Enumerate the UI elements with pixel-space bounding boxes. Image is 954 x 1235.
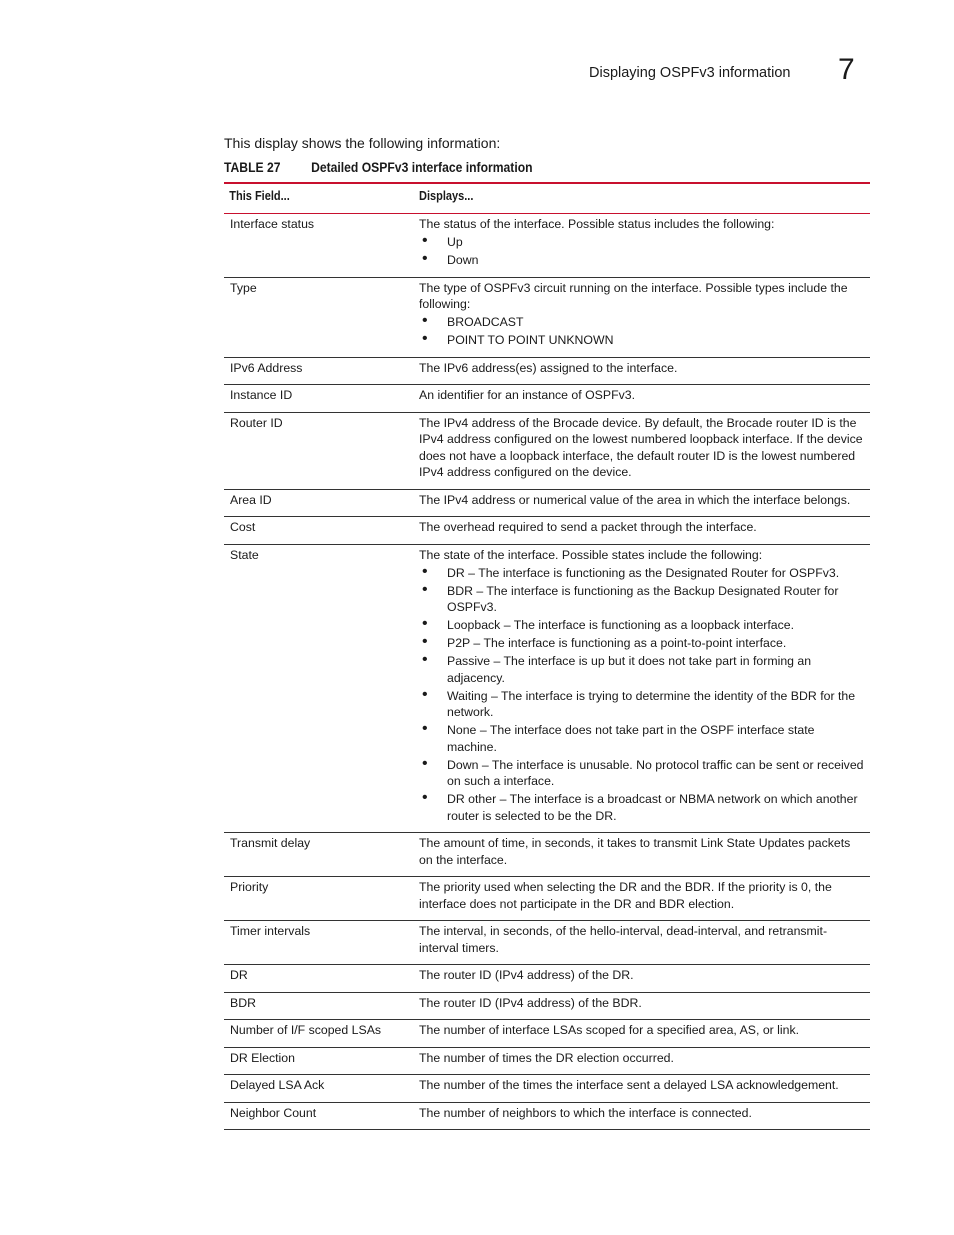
description-text: The number of the times the interface sent a delayed LSA acknowledgement. <box>419 1078 839 1092</box>
bullet-list <box>419 314 866 349</box>
description-cell <box>419 1020 870 1047</box>
description-text: The overhead required to send a packet through the interface. <box>419 520 757 534</box>
field-name-cell: Transmit delay <box>230 836 311 850</box>
field-name-cell: Type <box>230 280 257 295</box>
table-row <box>224 413 870 490</box>
field-name-cell: DR <box>230 968 248 982</box>
table-title: Detailed OSPFv3 interface information <box>311 160 533 175</box>
field-name-cell: IPv6 Address <box>230 360 303 375</box>
field-name-cell: Number of I/F scoped LSAs <box>230 1023 382 1037</box>
ospfv3-interface-table <box>224 182 870 1130</box>
description-cell <box>419 517 870 544</box>
bullet-item: • BROADCAST <box>419 314 866 331</box>
bullet-item: • Passive – The interface is up but it does not take part in forming an adjacency. <box>419 653 866 686</box>
description-cell <box>419 1103 870 1130</box>
bullet-item: • POINT TO POINT UNKNOWN <box>419 332 866 349</box>
chapter-number: 7 <box>838 53 855 86</box>
intro-text: This display shows the following information: <box>224 135 501 151</box>
field-name-cell: Delayed LSA Ack <box>230 1078 325 1092</box>
column-header-field: This Field... <box>229 189 290 203</box>
table-header-row <box>224 184 870 214</box>
table-row <box>224 1075 870 1103</box>
bullet-item: • DR – The interface is functioning as the Designated Router for OSPFv3. <box>419 565 866 582</box>
bullet-item: • Loopback – The interface is functioning as a loopback interface. <box>419 617 866 634</box>
table-label: TABLE 27 <box>224 160 281 175</box>
description-text: The number of interface LSAs scoped for a specified area, AS, or link. <box>419 1023 800 1037</box>
field-name-cell: BDR <box>230 995 256 1010</box>
table-row <box>224 921 870 965</box>
description-cell <box>419 877 870 920</box>
bullet-item: • None – The interface does not take part in the OSPF interface state machine. <box>419 722 866 755</box>
description-cell <box>419 965 870 992</box>
description-cell <box>419 214 870 277</box>
field-name-cell: DR Election <box>230 1050 295 1065</box>
description-text: The priority used when selecting the DR and the BDR. If the priority is 0, the interface does not participate in the DR and BDR election. <box>419 880 832 911</box>
field-name-cell: Timer intervals <box>230 924 311 938</box>
description-text: The IPv6 address(es) assigned to the interface. <box>419 360 678 375</box>
bullet-item: • Waiting – The interface is trying to determine the identity of the BDR for the network. <box>419 688 866 721</box>
field-name-cell: Router ID <box>230 415 283 430</box>
description-text: The number of times the DR election occurred. <box>419 1050 674 1065</box>
description-text: The IPv4 address or numerical value of the area in which the interface belongs. <box>419 492 851 507</box>
bullet-list <box>419 565 866 825</box>
table-row <box>224 877 870 921</box>
table-row <box>224 1048 870 1076</box>
description-text: The interval, in seconds, of the hello-interval, dead-interval, and retransmit-interval timers. <box>419 924 828 955</box>
description-cell <box>419 545 870 833</box>
description-cell <box>419 358 870 385</box>
field-name-cell: State <box>230 547 259 562</box>
table-row <box>224 490 870 518</box>
table-row <box>224 385 870 413</box>
description-cell <box>419 413 870 489</box>
column-header-displays: Displays... <box>419 189 474 203</box>
field-name-cell: Interface status <box>230 217 315 231</box>
description-text: The number of neighbors to which the interface is connected. <box>419 1105 752 1120</box>
description-text: The state of the interface. Possible states include the following: <box>419 547 763 562</box>
field-name-cell: Neighbor Count <box>230 1105 317 1120</box>
table-row <box>224 545 870 834</box>
description-text: The amount of time, in seconds, it takes to transmit Link State Updates packets on the interface. <box>419 836 851 867</box>
description-text: The router ID (IPv4 address) of the BDR. <box>419 995 642 1010</box>
description-cell <box>419 278 870 357</box>
description-cell <box>419 1048 870 1075</box>
field-name-cell: Priority <box>230 880 269 894</box>
field-name-cell: Area ID <box>230 492 272 507</box>
table-row <box>224 1020 870 1048</box>
bullet-item: • Down – The interface is unusable. No protocol traffic can be sent or received on such a interface. <box>419 757 866 790</box>
table-caption <box>224 160 805 175</box>
section-title: Displaying OSPFv3 information <box>589 65 791 81</box>
field-name-cell: Cost <box>230 520 256 534</box>
table-row <box>224 358 870 386</box>
description-cell <box>419 490 870 517</box>
table-row <box>224 517 870 545</box>
bullet-item: • Down <box>419 252 866 269</box>
bullet-item: • DR other – The interface is a broadcast or NBMA network on which another router is selected to be the DR. <box>419 791 866 824</box>
bullet-item: • Up <box>419 234 866 251</box>
table-body <box>224 214 870 1130</box>
description-text: The status of the interface. Possible status includes the following: <box>419 217 775 231</box>
field-name-cell: Instance ID <box>230 388 293 402</box>
table-row <box>224 965 870 993</box>
bullet-item: • BDR – The interface is functioning as the Backup Designated Router for OSPFv3. <box>419 583 866 616</box>
description-cell <box>419 385 870 412</box>
description-cell <box>419 833 870 876</box>
description-text: The router ID (IPv4 address) of the DR. <box>419 968 634 982</box>
description-cell <box>419 1075 870 1102</box>
description-text: An identifier for an instance of OSPFv3. <box>419 388 635 402</box>
bullet-list <box>419 234 866 269</box>
table-row <box>224 833 870 877</box>
description-text: The IPv4 address of the Brocade device. By default, the Brocade router ID is the IPv4 address configured on the lowest numbered loopback interface. If the device does not have a loopback interface, the default router ID is the lowest numbered IPv4 address configured on the device. <box>419 415 863 479</box>
table-row <box>224 993 870 1021</box>
table-row <box>224 1103 870 1131</box>
table-row <box>224 278 870 358</box>
bullet-item: • P2P – The interface is functioning as a point-to-point interface. <box>419 635 866 652</box>
description-cell <box>419 921 870 964</box>
table-row <box>224 214 870 278</box>
description-cell <box>419 993 870 1020</box>
description-text: The type of OSPFv3 circuit running on the interface. Possible types include the following: <box>419 280 848 311</box>
